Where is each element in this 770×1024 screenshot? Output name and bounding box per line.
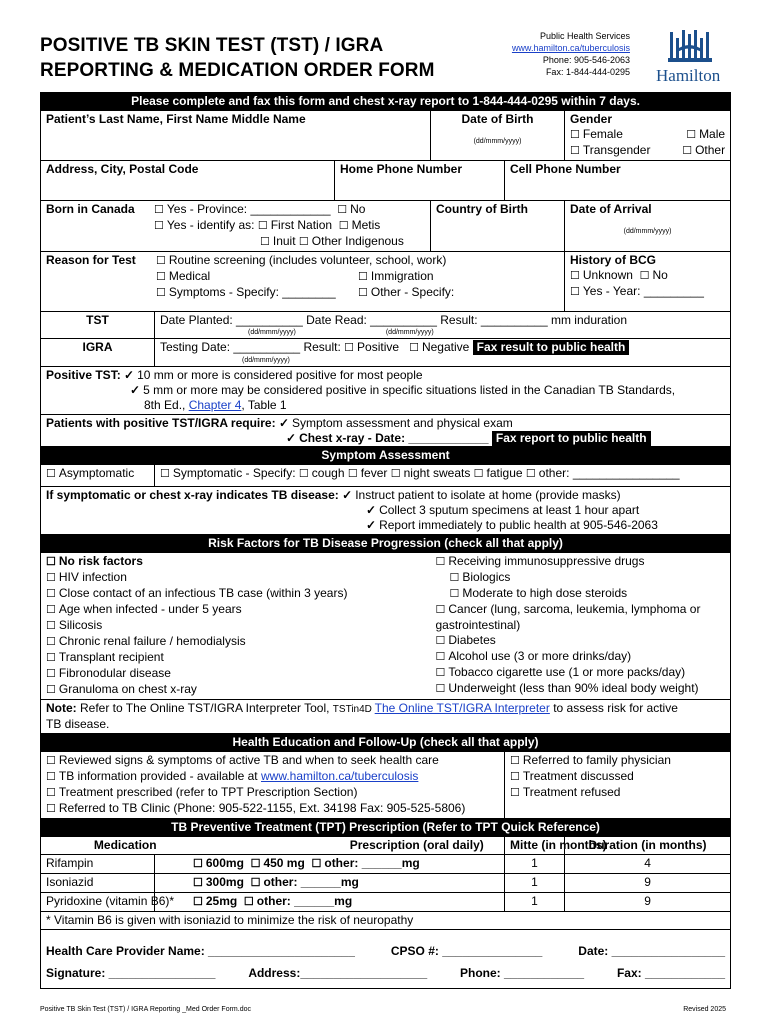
criteria-5mm: ✓ 5 mm or more may be considered positive in specific situations listed in the Canadian TB Standards, bbox=[130, 383, 675, 397]
provider-name-field[interactable]: Health Care Provider Name: ______________________ bbox=[46, 944, 355, 958]
risk-hiv-checkbox[interactable]: ☐ HIV infection bbox=[46, 570, 426, 586]
footer-filename: Positive TB Skin Test (TST) / IGRA Reporting _Med Order Form.doc bbox=[40, 1006, 251, 1013]
if-symptomatic-label: If symptomatic or chest x-ray indicates TB disease: bbox=[46, 488, 339, 502]
signature-field[interactable]: Signature: ________________ bbox=[46, 966, 216, 980]
note-tstin4d: TSTin4D bbox=[332, 704, 375, 715]
tpt-row bbox=[41, 893, 731, 912]
form-title bbox=[40, 28, 730, 92]
rx-pyridoxine bbox=[155, 893, 505, 912]
home-phone-field[interactable]: Home Phone Number bbox=[335, 161, 505, 201]
form-page bbox=[40, 28, 730, 989]
edu-info-link[interactable]: www.hamilton.ca/tuberculosis bbox=[260, 769, 419, 783]
arrival-hint: (dd/mmm/yyyy) bbox=[623, 228, 672, 235]
night-sweats-checkbox[interactable]: ☐ night sweats bbox=[391, 466, 471, 480]
risk-silicosis-checkbox[interactable]: ☐ Silicosis bbox=[46, 618, 426, 634]
action-report: ✓ Report immediately to public health at 905-546-2063 bbox=[366, 518, 658, 532]
medical-checkbox[interactable]: ☐ Medical bbox=[156, 269, 358, 285]
provider-fax-field[interactable]: Fax: ____________ bbox=[616, 966, 726, 980]
igra-fax-notice: Fax result to public health bbox=[473, 340, 630, 355]
born-yes-province-checkbox[interactable]: ☐ Yes - Province: ____________ bbox=[154, 202, 331, 216]
risk-alcohol-checkbox[interactable]: ☐ Alcohol use (3 or more drinks/day) bbox=[436, 649, 726, 665]
patient-name-field[interactable]: Patient’s Last Name, First Name Middle Name bbox=[41, 111, 431, 161]
bcg-unknown-checkbox[interactable]: ☐ Unknown bbox=[570, 268, 633, 282]
org-fax: Fax: 1-844-444-0295 bbox=[545, 67, 630, 77]
tst-hint-2: (dd/mmm/yyyy) bbox=[385, 329, 434, 336]
pyridoxine-25-checkbox[interactable]: ☐ 25mg bbox=[193, 894, 237, 908]
education-right bbox=[505, 752, 731, 819]
symptomatic-checkbox[interactable]: ☐ Symptomatic - Specify: bbox=[160, 466, 296, 480]
chapter-4-link[interactable]: Chapter 4 bbox=[188, 398, 242, 412]
tb-disease-actions bbox=[41, 487, 731, 535]
symptom-assessment-header: Symptom Assessment bbox=[41, 447, 731, 465]
symptomatic-cell bbox=[155, 465, 731, 487]
duration-rifampin: 4 bbox=[565, 855, 731, 874]
fatigue-checkbox[interactable]: ☐ fatigue bbox=[474, 466, 523, 480]
rx-rifampin bbox=[155, 855, 505, 874]
asymptomatic-checkbox[interactable]: ☐ Asymptomatic bbox=[46, 466, 134, 480]
require-symptom-assessment: ✓ Symptom assessment and physical exam bbox=[279, 416, 513, 430]
education-left bbox=[41, 752, 505, 819]
country-of-birth-field[interactable]: Country of Birth bbox=[431, 201, 565, 252]
igra-result-field[interactable] bbox=[155, 339, 731, 367]
interpreter-link[interactable]: The Online TST/IGRA Interpreter bbox=[374, 701, 550, 715]
isoniazid-other-checkbox[interactable]: ☐ other: ______mg bbox=[251, 875, 359, 889]
risk-renal-checkbox[interactable]: ☐ Chronic renal failure / hemodialysis bbox=[46, 634, 426, 650]
edu-treatment-checkbox[interactable]: ☐ Treatment prescribed (refer to TPT Prescription Section) bbox=[46, 785, 499, 801]
igra-hint: (dd/mmm/yyyy) bbox=[242, 357, 290, 364]
city-crown-icon bbox=[648, 28, 730, 68]
edu-info-checkbox[interactable]: ☐ TB information provided - available at bbox=[46, 769, 261, 783]
gender-field bbox=[565, 111, 731, 161]
criteria-table: , Table 1 bbox=[241, 398, 287, 412]
org-phone: Phone: 905-546-2063 bbox=[542, 55, 630, 65]
rifampin-600-checkbox[interactable]: ☐ 600mg bbox=[193, 856, 244, 870]
bcg-yes-checkbox[interactable]: ☐ Yes - Year: _________ bbox=[570, 284, 704, 298]
health-education-header: Health Education and Follow-Up (check all that apply) bbox=[41, 734, 731, 752]
action-sputum: ✓ Collect 3 sputum specimens at least 1 hour apart bbox=[366, 503, 639, 517]
symptoms-checkbox[interactable]: ☐ Symptoms - Specify: ________ bbox=[156, 285, 358, 301]
transgender-checkbox[interactable]: ☐ Transgender bbox=[570, 143, 650, 159]
requirements-section bbox=[41, 415, 731, 447]
arrival-label: Date of Arrival bbox=[570, 202, 652, 216]
med-rifampin: Rifampin bbox=[41, 855, 155, 874]
positive-tst-criteria bbox=[41, 367, 731, 415]
born-label: Born in Canada bbox=[46, 202, 135, 216]
risk-cancer-cont: gastrointestinal) bbox=[435, 618, 521, 632]
footer-revised: Revised 2025 bbox=[683, 1006, 726, 1013]
other-indigenous-checkbox[interactable]: ☐ Other Indigenous bbox=[299, 234, 404, 248]
col-prescription: Prescription (oral daily) bbox=[335, 837, 505, 855]
tst-label: TST bbox=[41, 312, 155, 339]
igra-positive-checkbox[interactable]: ☐ Positive bbox=[344, 340, 399, 354]
org-name: Public Health Services bbox=[539, 31, 630, 41]
positive-tst-label: Positive TST: bbox=[46, 368, 121, 382]
metis-checkbox[interactable]: ☐ Metis bbox=[339, 218, 381, 232]
risk-biologics-checkbox[interactable]: ☐ Biologics bbox=[436, 570, 726, 586]
hamilton-logo bbox=[648, 28, 730, 86]
note-line-2: TB disease. bbox=[46, 717, 110, 731]
risk-none-checkbox[interactable]: ☐ No risk factors bbox=[46, 554, 426, 570]
risk-granuloma-checkbox[interactable]: ☐ Granuloma on chest x-ray bbox=[46, 682, 426, 698]
risk-tobacco-checkbox[interactable]: ☐ Tobacco cigarette use (1 or more packs/day) bbox=[436, 665, 726, 681]
provider-address-field[interactable]: Address:___________________ bbox=[248, 966, 428, 980]
tst-result-field[interactable] bbox=[155, 312, 731, 339]
risk-factors-header: Risk Factors for TB Disease Progression (check all that apply) bbox=[41, 535, 731, 553]
b6-footnote: * Vitamin B6 is given with isoniazid to minimize the risk of neuropathy bbox=[41, 912, 731, 930]
risk-steroids-checkbox[interactable]: ☐ Moderate to high dose steroids bbox=[436, 586, 726, 602]
dob-hint: (dd/mmm/yyyy) bbox=[473, 138, 522, 145]
col-duration: Duration (in months) bbox=[565, 837, 731, 855]
med-isoniazid: Isoniazid bbox=[41, 874, 155, 893]
asymptomatic-cell bbox=[41, 465, 155, 487]
tst-text: Date Planted: __________ Date Read: __________ Result: __________ mm induration bbox=[160, 313, 628, 327]
require-chest-xray[interactable]: ✓ Chest x-ray - Date: ____________ bbox=[286, 431, 489, 445]
title-line-2: REPORTING & MEDICATION ORDER FORM bbox=[40, 60, 435, 81]
fever-checkbox[interactable]: ☐ fever bbox=[348, 466, 388, 480]
col-mitte: Mitte (in months) bbox=[505, 837, 565, 855]
action-isolate: ✓ Instruct patient to isolate at home (provide masks) bbox=[342, 488, 621, 502]
risk-fibronodular-checkbox[interactable]: ☐ Fibronodular disease bbox=[46, 666, 426, 682]
duration-pyridoxine: 9 bbox=[565, 893, 731, 912]
mitte-pyridoxine: 1 bbox=[505, 893, 565, 912]
mitte-rifampin: 1 bbox=[505, 855, 565, 874]
gender-label: Gender bbox=[570, 112, 613, 126]
routine-checkbox[interactable]: ☐ Routine screening (includes volunteer, school, work) bbox=[156, 253, 446, 267]
born-in-canada-field bbox=[41, 201, 431, 252]
note-label: Note: bbox=[46, 701, 77, 715]
mitte-isoniazid: 1 bbox=[505, 874, 565, 893]
dob-label: Date of Birth bbox=[461, 112, 534, 126]
risk-factors-right bbox=[431, 553, 731, 700]
criteria-10mm: ✓ 10 mm or more is considered positive for most people bbox=[124, 368, 423, 382]
tpt-header: TB Preventive Treatment (TPT) Prescription (Refer to TPT Quick Reference) bbox=[41, 819, 731, 837]
col-medication: Medication bbox=[41, 837, 335, 855]
risk-diabetes-checkbox[interactable]: ☐ Diabetes bbox=[436, 633, 726, 649]
note-text: Refer to The Online TST/IGRA Interpreter Tool, bbox=[76, 701, 333, 715]
igra-text: Testing Date: __________ Result: bbox=[160, 340, 341, 354]
interpreter-note bbox=[41, 700, 731, 734]
male-checkbox[interactable]: ☐ Male bbox=[686, 127, 725, 143]
other-symptom-checkbox[interactable]: ☐ other: ________________ bbox=[526, 466, 680, 480]
instruction-banner: Please complete and fax this form and chest x-ray report to 1-844-444-0295 within 7 days. bbox=[41, 93, 731, 111]
criteria-edition: 8th Ed., bbox=[144, 398, 189, 412]
title-line-1: POSITIVE TB SKIN TEST (TST) / IGRA bbox=[40, 35, 384, 56]
rifampin-other-checkbox[interactable]: ☐ other: ______mg bbox=[311, 856, 419, 870]
reason-for-test-field bbox=[41, 252, 565, 312]
cpso-field[interactable]: CPSO #: _______________ bbox=[390, 944, 543, 958]
immigration-checkbox[interactable]: ☐ Immigration bbox=[358, 269, 434, 285]
page-footer bbox=[40, 1006, 730, 1013]
signature-block bbox=[41, 930, 731, 989]
first-nation-checkbox[interactable]: ☐ First Nation bbox=[258, 218, 332, 232]
rx-isoniazid bbox=[155, 874, 505, 893]
other-gender-checkbox[interactable]: ☐ Other bbox=[682, 143, 725, 159]
note-end: to assess risk for active bbox=[549, 701, 678, 715]
igra-label: IGRA bbox=[41, 339, 155, 367]
tst-hint-1: (dd/mmm/yyyy) bbox=[248, 329, 296, 336]
risk-underweight-checkbox[interactable]: ☐ Underweight (less than 90% ideal body weight) bbox=[436, 681, 726, 697]
bcg-label: History of BCG bbox=[570, 253, 657, 267]
require-label: Patients with positive TST/IGRA require: bbox=[46, 416, 276, 430]
address-field[interactable]: Address, City, Postal Code bbox=[41, 161, 335, 201]
risk-contact-checkbox[interactable]: ☐ Close contact of an infectious TB case (within 3 years) bbox=[46, 586, 426, 602]
edu-discussed-checkbox[interactable]: ☐ Treatment discussed bbox=[510, 769, 725, 785]
med-pyridoxine: Pyridoxine (vitamin B6)* bbox=[41, 893, 155, 912]
duration-isoniazid: 9 bbox=[565, 874, 731, 893]
org-url-link[interactable]: www.hamilton.ca/tuberculosis bbox=[511, 43, 630, 53]
bcg-no-checkbox[interactable]: ☐ No bbox=[640, 268, 668, 282]
bcg-history-field bbox=[565, 252, 731, 312]
isoniazid-300-checkbox[interactable]: ☐ 300mg bbox=[193, 875, 244, 889]
born-no-checkbox[interactable]: ☐ No bbox=[337, 202, 365, 216]
edu-clinic-checkbox[interactable]: ☐ Referred to TB Clinic (Phone: 905-522-1155, Ext. 34198 Fax: 905-525-5806) bbox=[46, 801, 499, 817]
cough-checkbox[interactable]: ☐ cough bbox=[299, 466, 345, 480]
reason-label: Reason for Test bbox=[46, 253, 136, 267]
logo-wordmark: Hamilton bbox=[656, 66, 721, 85]
edu-family-physician-checkbox[interactable]: ☐ Referred to family physician bbox=[510, 753, 725, 769]
tpt-row bbox=[41, 874, 731, 893]
risk-transplant-checkbox[interactable]: ☐ Transplant recipient bbox=[46, 650, 426, 666]
igra-negative-checkbox[interactable]: ☐ Negative bbox=[409, 340, 469, 354]
xray-fax-notice: Fax report to public health bbox=[492, 431, 651, 446]
risk-age-checkbox[interactable]: ☐ Age when infected - under 5 years bbox=[46, 602, 426, 618]
risk-factors-left bbox=[41, 553, 431, 700]
report-form-table bbox=[40, 92, 731, 989]
risk-cancer-checkbox[interactable]: ☐ Cancer (lung, sarcoma, leukemia, lymphoma or bbox=[436, 602, 726, 618]
tpt-row bbox=[41, 855, 731, 874]
dob-field[interactable] bbox=[431, 111, 565, 161]
date-field[interactable]: Date: _________________ bbox=[578, 944, 726, 958]
born-yes-identify-checkbox[interactable]: ☐ Yes - identify as: bbox=[154, 218, 254, 232]
risk-immunosuppressive-checkbox[interactable]: ☐ Receiving immunosuppressive drugs bbox=[436, 554, 726, 570]
other-reason-checkbox[interactable]: ☐ Other - Specify: bbox=[358, 285, 454, 301]
inuit-checkbox[interactable]: ☐ Inuit bbox=[260, 234, 296, 248]
rifampin-450-checkbox[interactable]: ☐ 450 mg bbox=[251, 856, 305, 870]
edu-reviewed-checkbox[interactable]: ☐ Reviewed signs & symptoms of active TB and when to seek health care bbox=[46, 753, 499, 769]
org-info bbox=[450, 30, 630, 78]
arrival-date-field[interactable] bbox=[565, 201, 731, 252]
pyridoxine-other-checkbox[interactable]: ☐ other: ______mg bbox=[244, 894, 352, 908]
cell-phone-field[interactable]: Cell Phone Number bbox=[505, 161, 731, 201]
female-checkbox[interactable]: ☐ Female bbox=[570, 127, 623, 143]
provider-phone-field[interactable]: Phone: ____________ bbox=[460, 966, 585, 980]
edu-refused-checkbox[interactable]: ☐ Treatment refused bbox=[510, 785, 725, 801]
